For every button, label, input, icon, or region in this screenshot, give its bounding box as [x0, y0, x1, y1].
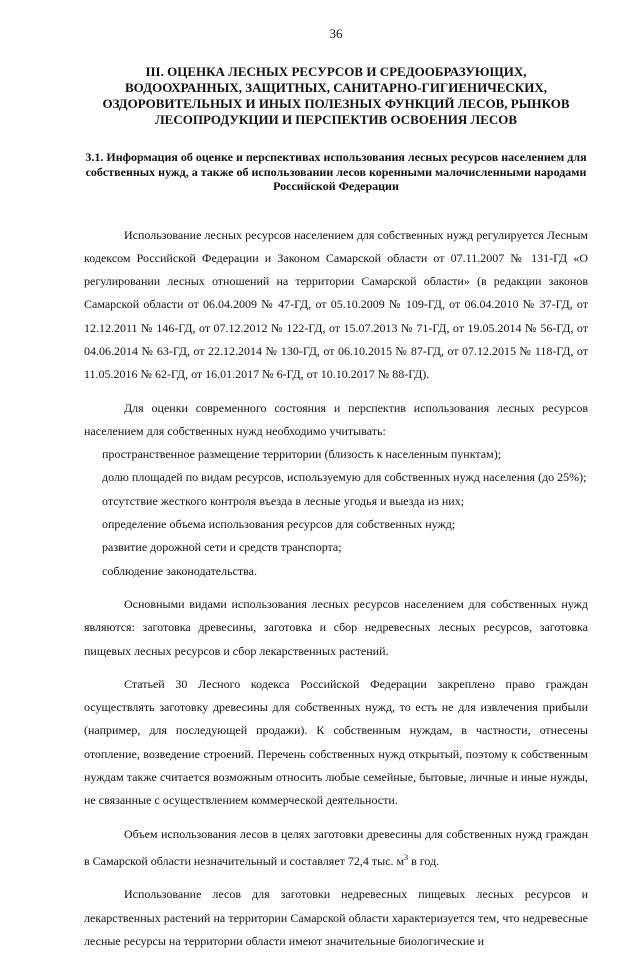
chapter-title: III. ОЦЕНКА ЛЕСНЫХ РЕСУРСОВ И СРЕДООБРАЗУЮЩИХ, ВОДООХРАННЫХ, ЗАЩИТНЫХ, САНИТАРНО-ГИГИЕНИЧЕСКИХ, ОЗДОРОВИТЕЛЬНЫХ И ИНЫХ ПОЛЕЗНЫХ ФУНКЦИЙ ЛЕСОВ, РЫНКОВ ЛЕСОПРОДУКЦИИ И ПЕРСПЕКТИВ ОСВОЕНИЯ ЛЕСОВ	[102, 64, 570, 127]
paragraph-article-30: Статьей 30 Лесного кодекса Российской Федерации закреплено право граждан осуществлять заготовку древесины для собственных нужд, то есть не для извлечения прибыли (например, для последующей продажи). К собственным нуждам, в частности, отнесены отопление, возведение строений. Перечень собственных нужд открытый, поэтому к собственным нуждам также считается возможным относить любые семейные, бытовые, личные и иные нужды, не связанные с осуществлением коммерческой деятельности.	[84, 676, 588, 808]
page-number: 36	[329, 26, 343, 41]
list-item: соблюдение законодательства.	[102, 563, 257, 578]
list-item: отсутствие жесткого контроля въезда в лесные угодья и выезда из них;	[102, 493, 465, 508]
factors-list	[84, 443, 588, 583]
paragraph-volume	[84, 823, 588, 874]
volume-text-end: в год.	[408, 853, 440, 868]
list-item: пространственное размещение территории (близость к населенным пунктам);	[102, 447, 502, 462]
list-item: долю площадей по видам ресурсов, используемую для собственных нужд населения (до 25%);	[102, 470, 587, 485]
paragraph-main-uses: Основными видами использования лесных ресурсов населением для собственных нужд являются: заготовка древесины, заготовка и сбор недревесных лесных ресурсов, заготовка пищевых лесных ресурсов и сбор лекарственных растений.	[84, 596, 588, 658]
paragraph-non-timber: Использование лесов для заготовки недревесных пищевых лесных ресурсов и лекарственных растений на территории Самарской области характеризуется тем, что недревесные лесные ресурсы на территории области имеют значительные биологические и	[84, 887, 588, 948]
list-item: развитие дорожной сети и средств транспорта;	[102, 540, 342, 555]
paragraph-legal-basis: Использование лесных ресурсов населением для собственных нужд регулируется Лесным кодексом Российской Федерации и Законом Самарской области от 07.11.2007 № 131-ГД «О регулировании лесных отношений на территории Самарской области» (в редакции законов Самарской области от 06.04.2009 № 47-ГД, от 05.10.2009 № 109-ГД, от 06.04.2010 № 37-ГД, от 12.12.2011 № 146-ГД, от 07.12.2012 № 122-ГД, от 15.07.2013 № 71-ГД, от 19.05.2014 № 56-ГД, от 04.06.2014 № 63-ГД, от 22.12.2014 № 130-ГД, от 06.10.2015 № 87-ГД, от 07.12.2015 № 118-ГД, от 11.05.2016 № 62-ГД, от 16.01.2017 № 6-ГД, от 10.10.2017 № 88-ГД).	[84, 227, 588, 382]
cubic-superscript: 3	[404, 852, 409, 862]
paragraph-assessment-intro: Для оценки современного состояния и перспектив использования лесных ресурсов населением для собственных нужд необходимо учитывать:	[84, 400, 588, 438]
volume-text: Объем использования лесов в целях заготовки древесины для собственных нужд граждан в Самарской области незначительный и составляет 72,4 тыс. м	[84, 826, 588, 868]
list-item: определение объема использования ресурсов для собственных нужд;	[102, 517, 456, 532]
section-title: 3.1. Информация об оценке и перспективах использования лесных ресурсов населением для собственных нужд, а также об использовании лесов коренными малочисленными народами Российской Федерации	[85, 150, 587, 193]
